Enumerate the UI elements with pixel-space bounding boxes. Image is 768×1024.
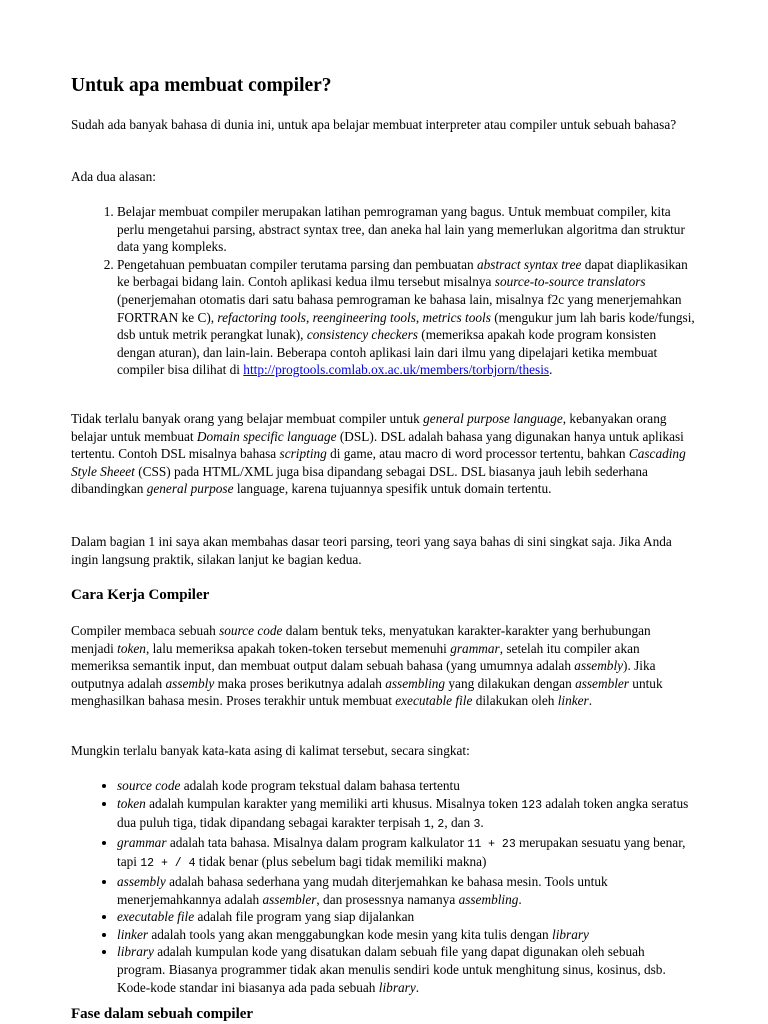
list-item: • library adalah kumpulan kode yang disatukan dalam sebuah file yang dapat digunakan oleh sebuah program. Biasanya programmer tidak akan menulis sendiri kode untuk menghitung sinus, kosinus, dsb. Kode-kode standar ini biasanya ada pada sebuah library.	[117, 943, 696, 996]
list-item: • assembly adalah bahasa sederhana yang mudah diterjemahkan ke bahasa mesin. Tools untuk menerjemahkannya adalah assembler, dan prosessnya namanya assembling.	[117, 873, 696, 908]
reasons-intro: Ada dua alasan:	[71, 169, 156, 184]
reasons-list	[71, 203, 696, 379]
list-item: • token adalah kumpulan karakter yang memiliki arti khusus. Misalnya token 123 adalah token angka seratus dua puluh tiga, tidak dipandang sebagai karakter terpisah 1, 2, dan 3.	[117, 795, 696, 834]
part-note-paragraph: Dalam bagian 1 ini saya akan membahas dasar teori parsing, teori yang saya bahas di sini singkat saja. Jika Anda ingin langsung praktik, silakan lanjut ke bagian kedua.	[71, 534, 672, 567]
section-heading-fase: Fase dalam sebuah compiler	[71, 1006, 254, 1022]
intro-paragraph: Sudah ada banyak bahasa di dunia ini, untuk apa belajar membuat interpreter atau compiler untuk sebuah bahasa?	[71, 117, 677, 132]
list-item: • source code adalah kode program tekstual dalam bahasa tertentu	[117, 777, 696, 795]
list-item: • executable file adalah file program yang siap dijalankan	[117, 908, 696, 926]
list-item: 1. Belajar membuat compiler merupakan latihan pemrograman yang bagus. Untuk membuat compiler, kita perlu mengetahui parsing, abstract syntax tree, dan aneka hal lain yang memerlukan algoritma dan struktur data yang kompleks.	[117, 203, 696, 256]
list-item: • grammar adalah tata bahasa. Misalnya dalam program kalkulator 11 + 23 merupakan sesuatu yang benar, tapi 12 + / 4 tidak benar (plus sebelum bagi tidak memiliki makna)	[117, 834, 696, 873]
list-item: • linker adalah tools yang akan menggabungkan kode mesin yang kita tulis dengan library	[117, 926, 696, 944]
list-item: 2. Pengetahuan pembuatan compiler terutama parsing dan pembuatan abstract syntax tree dapat diaplikasikan ke berbagai bidang lain. Contoh aplikasi kedua ilmu tersebut misalnya source-to-source translators (penerjemahan otomatis dari satu bahasa pemrograman ke bahasa lain, misalnya f2c yang menerjemahkan FORTRAN ke C), refactoring tools, reengineering tools, metrics tools (mengukur jum lah baris kode/fungsi, dsb untuk metrik perangkat lunak), consistency checkers (memeriksa apakah kode program konsisten dengan aturan), dan lain-lain. Beberapa contoh aplikasi lain dari ilmu yang dipelajari ketika membuat compiler bisa dilihat di http://progtools.comlab.ox.ac.uk/members/torbjorn/thesis.	[117, 256, 696, 379]
section-heading-cara-kerja: Cara Kerja Compiler	[71, 587, 210, 603]
dsl-paragraph: Tidak terlalu banyak orang yang belajar membuat compiler untuk general purpose language, kebanyakan orang belajar untuk membuat Domain specific language (DSL). DSL adalah bahasa yang digunakan hanya untuk aplikasi tertentu. Contoh DSL misalnya bahasa scripting di game, atau macro di word processor tertentu, bahkan Cascading Style Sheeet (CSS) pada HTML/XML juga bisa dipandang sebagai DSL. DSL biasanya jauh lebih sederhana dibandingkan general purpose language, karena tujuannya spesifik untuk domain tertentu.	[71, 411, 686, 497]
terms-list	[71, 777, 696, 996]
howto-paragraph: Compiler membaca sebuah source code dalam bentuk teks, menyatukan karakter-karakter yang berhubungan menjadi token, lalu memeriksa apakah token-token tersebut memenuhi grammar, setelah itu compiler akan memeriksa semantik input, dan membuat output dalam sebuah bahasa (yang umumnya adalah assembly). Jika outputnya adalah assembly maka proses berikutnya adalah assembling yang dilakukan dengan assembler untuk menghasilkan bahasa mesin. Proses terakhir untuk membuat executable file dilakukan oleh linker.	[71, 623, 663, 709]
terms-intro: Mungkin terlalu banyak kata-kata asing di kalimat tersebut, secara singkat:	[71, 743, 470, 758]
page-title: Untuk apa membuat compiler?	[71, 75, 332, 96]
thesis-link[interactable]: http://progtools.comlab.ox.ac.uk/members/torbjorn/thesis	[243, 362, 550, 378]
